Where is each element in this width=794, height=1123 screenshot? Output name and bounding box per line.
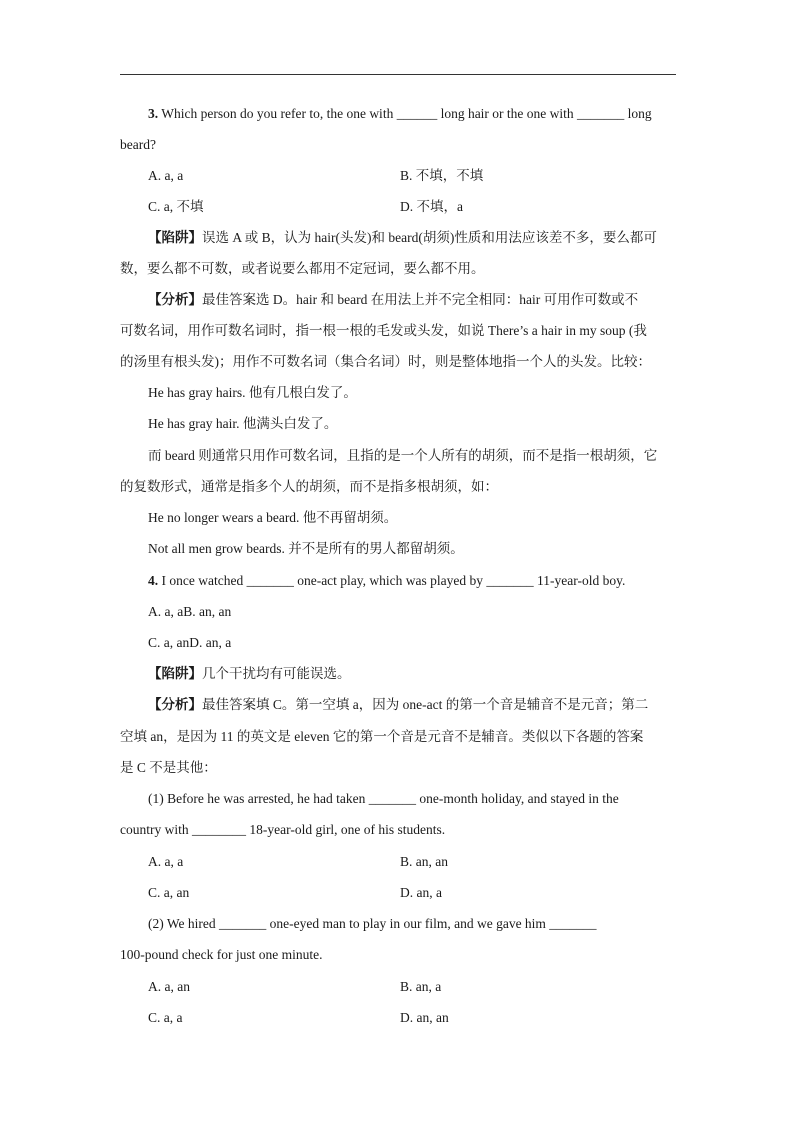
q3-trap-text: 误选 A 或 B，认为 hair(头发)和 beard(胡须)性质和用法应该差不多，要么都可: [202, 230, 657, 245]
q3-stem-text: Which person do you refer to, the one with ______ long hair or the one with _______ long: [158, 106, 652, 121]
q4-trap-label: 【陷阱】: [148, 666, 202, 681]
q4-number: 4.: [148, 573, 159, 588]
q4-trap-text: 几个干扰均有可能误选。: [202, 666, 351, 681]
sub1-stem: (1) Before he was arrested, he had taken _______ one-month holiday, and stayed in the: [148, 791, 619, 806]
q3-trap: [148, 228, 678, 248]
q3-example-2: He has gray hair. 他满头白发了。: [148, 416, 338, 431]
q3-analysis-label: 【分析】: [148, 292, 202, 307]
sub2-stem-cont: 100-pound check for just one minute.: [120, 947, 323, 962]
sub1-option-b: B. an, an: [400, 854, 448, 869]
header-rule: [120, 74, 676, 75]
q3-stem: [148, 104, 678, 124]
q3-stem-cont: beard?: [120, 137, 156, 152]
q3-example-4: Not all men grow beards. 并不是所有的男人都留胡须。: [148, 541, 464, 556]
q3-trap-label: 【陷阱】: [148, 230, 202, 245]
q4-analysis: [148, 695, 678, 715]
q3-example-3: He no longer wears a beard. 他不再留胡须。: [148, 510, 398, 525]
q3-beard-note: 而 beard 则通常只用作可数名词，且指的是一个人所有的胡须，而不是指一根胡须，它: [148, 448, 658, 463]
q4-trap: [148, 664, 678, 684]
q3-trap-cont: 数，要么都不可数，或者说要么都用不定冠词，要么都不用。: [120, 261, 485, 276]
sub2-stem: (2) We hired _______ one-eyed man to play in our film, and we gave him _______: [148, 916, 597, 931]
q4-analysis-cont-1: 空填 an，是因为 11 的英文是 eleven 它的第一个音是元音不是辅音。类似以下各题的答案: [120, 729, 644, 744]
q3-beard-note-cont: 的复数形式，通常是指多个人的胡须，而不是指多根胡须，如：: [120, 479, 498, 494]
sub2-option-c: C. a, a: [148, 1010, 183, 1025]
q3-analysis-text: 最佳答案选 D。hair 和 beard 在用法上并不完全相同：hair 可用作可数或不: [202, 292, 639, 307]
sub1-option-d: D. an, a: [400, 885, 442, 900]
q4-options-ab: A. a, aB. an, an: [148, 604, 232, 619]
sub1-option-c: C. a, an: [148, 885, 190, 900]
q4-analysis-cont-2: 是 C 不是其他：: [120, 760, 217, 775]
q3-example-1: He has gray hairs. 他有几根白发了。: [148, 385, 357, 400]
q3-number: 3.: [148, 106, 159, 121]
q4-options-cd: C. a, anD. an, a: [148, 635, 232, 650]
q3-option-d: D. 不填，a: [400, 199, 463, 214]
q4-stem: [148, 571, 678, 591]
sub1-stem-cont: country with ________ 18-year-old girl, one of his students.: [120, 822, 446, 837]
q4-analysis-label: 【分析】: [148, 697, 202, 712]
q3-analysis-cont-2: 的汤里有根头发)；用作不可数名词（集合名词）时，则是整体地指一个人的头发。比较：: [120, 354, 651, 369]
q3-option-b: B. 不填，不填: [400, 168, 484, 183]
sub2-option-a: A. a, an: [148, 979, 190, 994]
q3-analysis: [148, 290, 678, 310]
q3-option-c: C. a, 不填: [148, 199, 204, 214]
sub2-option-b: B. an, a: [400, 979, 442, 994]
sub2-option-d: D. an, an: [400, 1010, 449, 1025]
sub1-option-a: A. a, a: [148, 854, 184, 869]
q4-stem-text: I once watched _______ one-act play, which was played by _______ 11-year-old boy.: [158, 573, 626, 588]
q3-option-a: A. a, a: [148, 168, 184, 183]
q4-analysis-text: 最佳答案填 C。第一空填 a，因为 one-act 的第一个音是辅音不是元音；第二: [202, 697, 649, 712]
q3-analysis-cont-1: 可数名词，用作可数名词时，指一根一根的毛发或头发，如说 There’s a hair in my soup (我: [120, 323, 647, 338]
